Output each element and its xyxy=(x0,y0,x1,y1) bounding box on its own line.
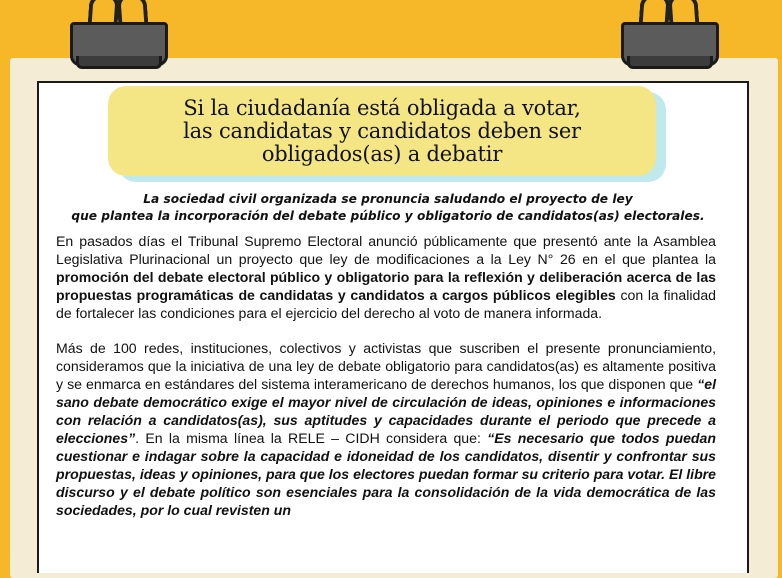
p2-quote-2: “Es necesario que todos puedan cuestionar e indagar sobre la capacidad e idoneidad de los candidatos, disentir y confrontar sus propuestas, ideas y opiniones, para que los electores puedan formar su criterio para votar. El libre discurso y el debate político son esenciales para la consolidación de la vida democrática de las sociedades, por lo cual revisten un xyxy=(56,429,716,518)
document-body xyxy=(56,233,716,537)
subtitle xyxy=(56,191,720,225)
subtitle-line-2: que plantea la incorporación del debate público y obligatorio de candidatos(as) electorales. xyxy=(71,209,705,223)
p2-quote-1: “el sano debate democrático exige el mayor nivel de circulación de ideas, opiniones e informaciones con relación a candidatos(as), sus aptitudes y capacidades durante el periodo que precede a elecciones” xyxy=(56,376,716,446)
binder-clip-right-icon xyxy=(615,0,719,70)
paragraph-2 xyxy=(56,340,716,519)
p2-text-1: Más de 100 redes, instituciones, colectivos y activistas que suscriben el presente pronunciamiento, consideramos que la iniciativa de una ley de debate obligatorio para candidatos(as) es altamente positiva y se enmarca en estándares del sistema interamericano de derechos humanos, los que disponen que xyxy=(56,340,716,393)
p1-text-1: En pasados días el Tribunal Supremo Electoral anunció públicamente que presentó ante la Asamblea Legislativa Plurinacional un proyecto que ley de modificaciones a la Ley N° 26 en el que plantea la xyxy=(56,233,716,267)
binder-clip-left-icon xyxy=(64,0,168,70)
p2-text-2: . En la misma línea la RELE – CIDH considera que: xyxy=(135,429,488,446)
p1-text-2: con la finalidad de fortalecer las condiciones para el ejercicio del derecho al voto de manera informada. xyxy=(56,286,716,321)
paragraph-1 xyxy=(56,233,716,323)
title-banner xyxy=(108,86,656,176)
page-title: Si la ciudadanía está obligada a votar, las candidatas y candidatos deben ser obligados(as) a debatir xyxy=(183,95,581,166)
subtitle-line-1: La sociedad civil organizada se pronuncia saludando el proyecto de ley xyxy=(143,192,633,206)
p1-bold: promoción del debate electoral público y obligatorio para la reflexión y deliberación acerca de las propuestas programáticas de candidatas y candidatos a cargos públicos elegibles xyxy=(56,268,716,303)
